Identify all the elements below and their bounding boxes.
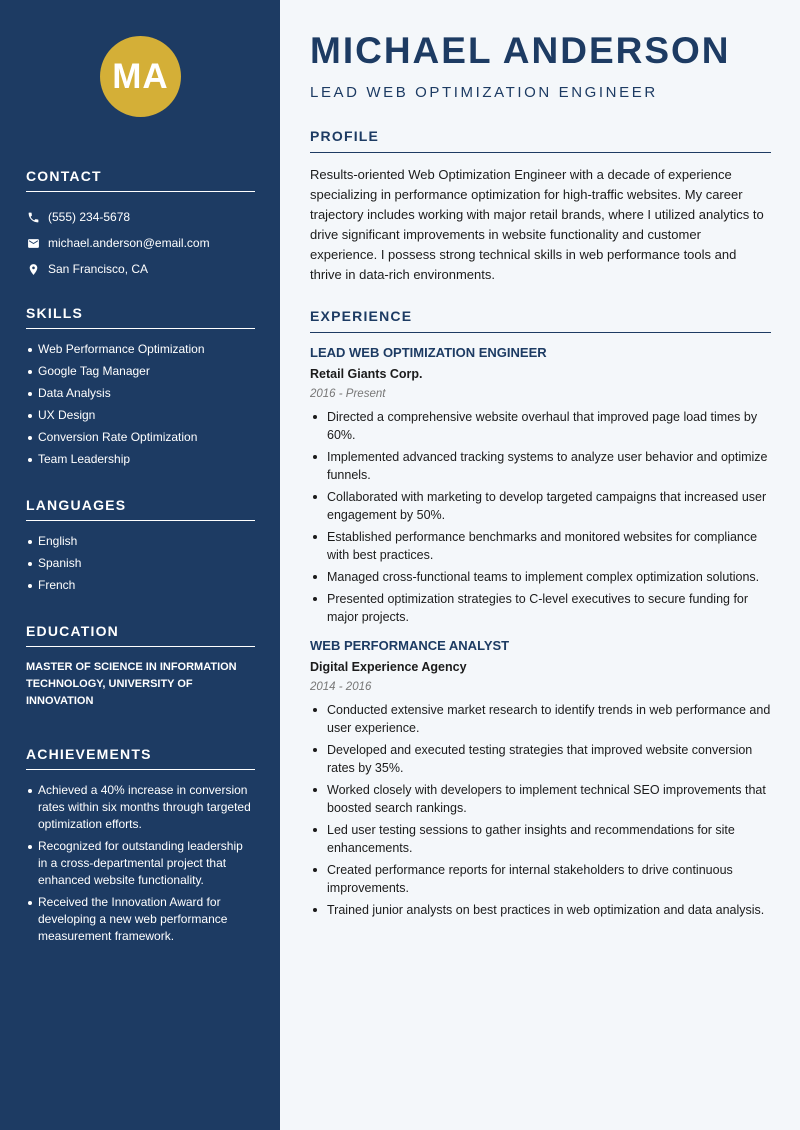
- achievements-section: [26, 746, 255, 950]
- contact-email: [26, 230, 255, 256]
- candidate-name: MICHAEL ANDERSON: [310, 30, 731, 71]
- list-item: Created performance reports for internal stakeholders to drive continuous improvements.: [310, 861, 771, 897]
- list-item: French: [26, 577, 255, 594]
- list-item: Conversion Rate Optimization: [26, 429, 255, 446]
- skills-list: [26, 341, 255, 468]
- phone-icon: [26, 210, 40, 224]
- list-item: Conducted extensive market research to identify trends in web performance and user experience.: [310, 701, 771, 737]
- contact-phone: [26, 204, 255, 230]
- candidate-role: LEAD WEB OPTIMIZATION ENGINEER: [310, 84, 658, 101]
- list-item: Led user testing sessions to gather insights and recommendations for site enhancements.: [310, 821, 771, 857]
- list-item: Implemented advanced tracking systems to analyze user behavior and optimize funnels.: [310, 448, 771, 484]
- skills-title: SKILLS: [26, 305, 255, 329]
- location-text: San Francisco, CA: [48, 262, 149, 276]
- list-item: Presented optimization strategies to C-level executives to secure funding for major projects.: [310, 590, 771, 626]
- list-item: Worked closely with developers to implement technical SEO improvements that boosted search rankings.: [310, 781, 771, 817]
- languages-list: [26, 533, 255, 594]
- experience-section: [310, 308, 771, 923]
- profile-section: [310, 128, 771, 285]
- education-degree: MASTER OF SCIENCE IN INFORMATION TECHNOLOGY, UNIVERSITY OF INNOVATION: [26, 661, 237, 707]
- job-dates: 2016 - Present: [310, 388, 386, 400]
- profile-title: PROFILE: [310, 128, 771, 153]
- list-item: Developed and executed testing strategies that improved website conversion rates by 35%.: [310, 741, 771, 777]
- job-dates: 2014 - 2016: [310, 681, 372, 693]
- list-item: Web Performance Optimization: [26, 341, 255, 358]
- job-company: Retail Giants Corp.: [310, 367, 423, 381]
- job-company: Digital Experience Agency: [310, 660, 467, 674]
- languages-title: LANGUAGES: [26, 497, 255, 521]
- achievements-title: ACHIEVEMENTS: [26, 746, 255, 770]
- languages-section: [26, 497, 255, 599]
- contact-location: [26, 256, 255, 282]
- phone-text: (555) 234-5678: [48, 210, 131, 224]
- contact-section: [26, 168, 255, 282]
- list-item: Data Analysis: [26, 385, 255, 402]
- job-entry: [310, 345, 771, 626]
- achievements-list: [26, 782, 255, 945]
- job-title: WEB PERFORMANCE ANALYST: [310, 638, 510, 653]
- list-item: Managed cross-functional teams to implement complex optimization solutions.: [310, 568, 771, 586]
- list-item: UX Design: [26, 407, 255, 424]
- list-item: Collaborated with marketing to develop targeted campaigns that increased user engagement by 50%.: [310, 488, 771, 524]
- list-item: Directed a comprehensive website overhaul that improved page load times by 60%.: [310, 408, 771, 444]
- list-item: Google Tag Manager: [26, 363, 255, 380]
- list-item: Received the Innovation Award for developing a new web performance measurement framework.: [26, 894, 255, 945]
- list-item: Trained junior analysts on best practices in web optimization and data analysis.: [310, 901, 771, 919]
- profile-text: Results-oriented Web Optimization Engineer with a decade of experience specializing in performance optimization for high-traffic websites. My career trajectory includes working with major retail brands, where I utilized analytics to drive significant improvements in website functionality and customer experience. I possess strong technical skills in web performance tools and thrive in data-rich environments.: [310, 167, 764, 282]
- email-icon: [26, 236, 40, 250]
- list-item: Achieved a 40% increase in conversion rates within six months through targeted optimization efforts.: [26, 782, 255, 833]
- experience-title: EXPERIENCE: [310, 308, 771, 333]
- education-title: EDUCATION: [26, 623, 255, 647]
- list-item: Recognized for outstanding leadership in a cross-departmental project that enhanced website functionality.: [26, 838, 255, 889]
- email-text: michael.anderson@email.com: [48, 236, 210, 250]
- list-item: Team Leadership: [26, 451, 255, 468]
- location-pin-icon: [26, 262, 40, 276]
- job-entry: [310, 638, 771, 919]
- job-bullets: [310, 701, 771, 919]
- job-title: LEAD WEB OPTIMIZATION ENGINEER: [310, 345, 547, 360]
- list-item: Spanish: [26, 555, 255, 572]
- list-item: English: [26, 533, 255, 550]
- list-item: Established performance benchmarks and monitored websites for compliance with best practices.: [310, 528, 771, 564]
- education-section: [26, 623, 255, 710]
- avatar: MA: [100, 36, 181, 117]
- job-bullets: [310, 408, 771, 626]
- skills-section: [26, 305, 255, 473]
- contact-title: CONTACT: [26, 168, 255, 192]
- sidebar: [0, 0, 280, 1130]
